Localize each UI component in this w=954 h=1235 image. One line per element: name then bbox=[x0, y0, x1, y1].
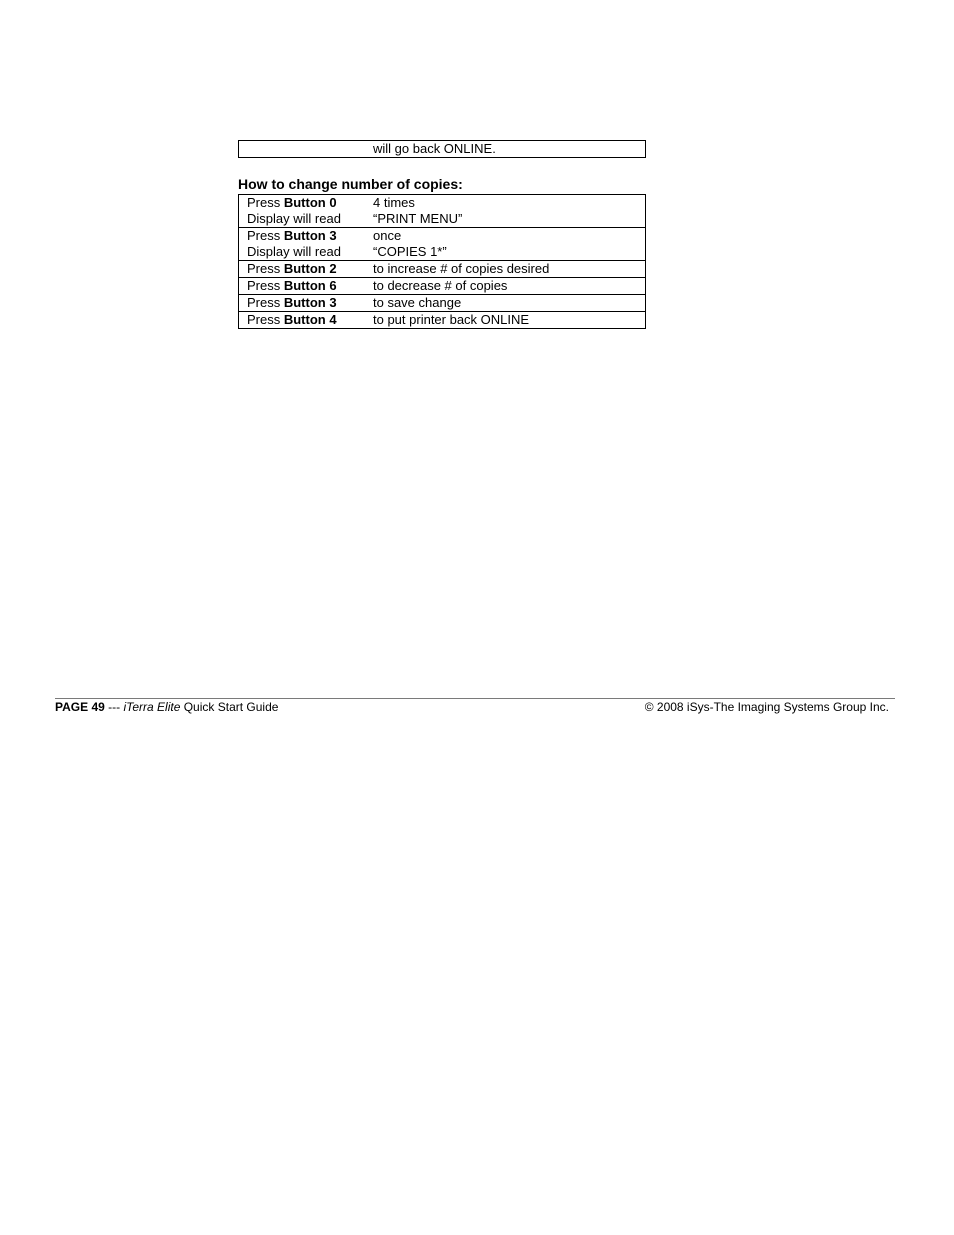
continued-table bbox=[238, 140, 646, 158]
step-label: Press Button 6 bbox=[247, 278, 337, 293]
table-row bbox=[239, 295, 645, 312]
footer-copyright: © 2008 iSys-The Imaging Systems Group Inc. bbox=[644, 700, 889, 714]
table-row bbox=[239, 278, 645, 295]
table-row bbox=[239, 195, 645, 228]
step-label: Press Button 2 bbox=[247, 261, 337, 276]
step-action: 4 times bbox=[373, 195, 415, 210]
copies-instructions-table bbox=[238, 194, 646, 329]
step-action: once bbox=[373, 228, 402, 243]
product-name: iTerra Elite bbox=[123, 700, 181, 714]
table-row bbox=[239, 312, 645, 329]
step-label: Press Button 4 bbox=[247, 312, 337, 327]
page-number: PAGE 49 bbox=[55, 700, 105, 714]
step-label: Press Button 0 bbox=[247, 195, 337, 210]
footer-divider bbox=[55, 698, 895, 699]
step-action: to save change bbox=[373, 295, 462, 310]
table-row bbox=[239, 261, 645, 278]
step-label: Press Button 3 bbox=[247, 295, 337, 310]
step-label: Press Button 3 bbox=[247, 228, 337, 243]
continued-row-text: will go back ONLINE. bbox=[373, 141, 496, 156]
section-heading: How to change number of copies: bbox=[238, 176, 463, 192]
display-value: “PRINT MENU” bbox=[373, 211, 463, 226]
footer-page-info: PAGE 49 --- iTerra Elite Quick Start Guide bbox=[55, 700, 279, 714]
step-action: to increase # of copies desired bbox=[373, 261, 550, 276]
step-action: to decrease # of copies bbox=[373, 278, 508, 293]
guide-name: Quick Start Guide bbox=[180, 700, 279, 714]
step-action: to put printer back ONLINE bbox=[373, 312, 530, 327]
display-label: Display will read bbox=[247, 211, 341, 226]
table-row bbox=[239, 228, 645, 261]
display-value: “COPIES 1*” bbox=[373, 244, 447, 259]
display-label: Display will read bbox=[247, 244, 341, 259]
